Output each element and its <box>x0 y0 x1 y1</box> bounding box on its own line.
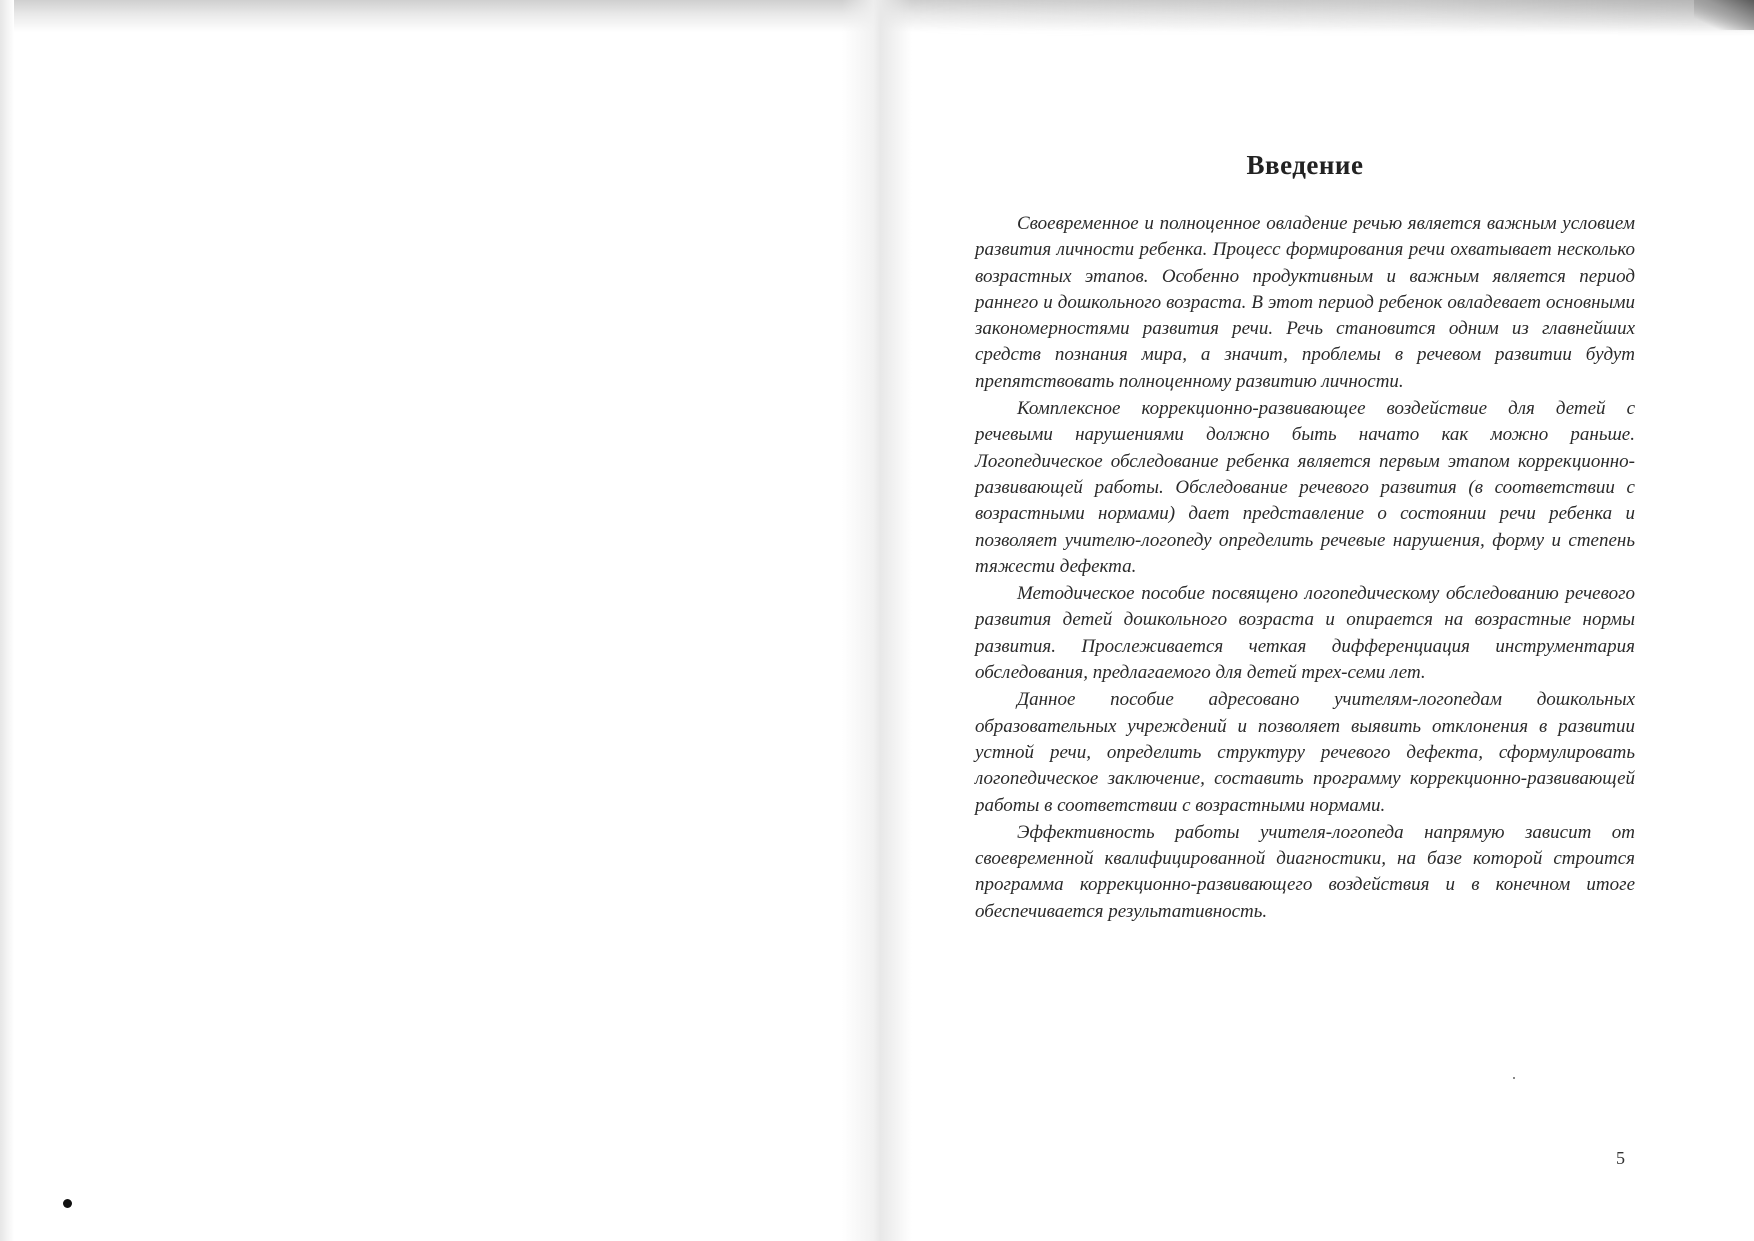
page-number: 5 <box>1616 1148 1625 1168</box>
page-title: Введение <box>1246 150 1364 180</box>
paragraph: Эффективность работы учителя-логопеда напрямую зависит от своевременной квалифицированной диагностики, на базе которой строится программа коррекционно-развивающего воздействия и в конечном итоге обеспечивается результативность. <box>975 821 1635 922</box>
paragraph: Комплексное коррекционно-развивающее воздействие для детей с речевыми нарушениями должно быть начато как можно раньше. Логопедическое обследование ребенка является первым этапом коррекционно-развивающей работы. Обследование речевого развития (в соответствии с возрастными нормами) дает представление о состоянии речи ребенка и позволяет учителю-логопеду определить речевые нарушения, форму и степень тяжести дефекта. <box>975 398 1635 577</box>
left-page-edge <box>0 0 14 1241</box>
paragraph: Своевременное и полноценное овладение речью является важным условием развития личности ребенка. Процесс формирования речи охватывает несколько возрастных этапов. Особенно продуктивным и важным является период раннего и дошкольного возраста. В этот период ребенок овладевает основными закономерностями развития речи. Речь становится одним из главнейших средств познания мира, а значит, проблемы в речевом развитии будут препятствовать полноценному развитию личности. <box>975 213 1635 392</box>
top-right-scan-shadow <box>900 0 1754 36</box>
book-spine <box>842 0 912 1241</box>
paragraph: Данное пособие адресовано учителям-логопедам дошкольных образовательных учреждений и позволяет выявить отклонения в развитии устной речи, определить структуру речевого дефекта, сформулировать логопедическое заключение, составить программу коррекционно-развивающей работы в соответствии с возрастными нормами. <box>975 689 1635 816</box>
paragraph: Методическое пособие посвящено логопедическому обследованию речевого развития детей дошкольного возраста и опирается на возрастные нормы развития. Прослеживается четкая дифференциация инструментария обследования, предлагаемого для детей трех-семи лет. <box>975 583 1635 684</box>
dust-speck-small <box>1513 1077 1515 1079</box>
right-page <box>975 150 1635 926</box>
top-right-corner-shadow <box>1694 0 1754 30</box>
dust-speck <box>63 1199 72 1208</box>
